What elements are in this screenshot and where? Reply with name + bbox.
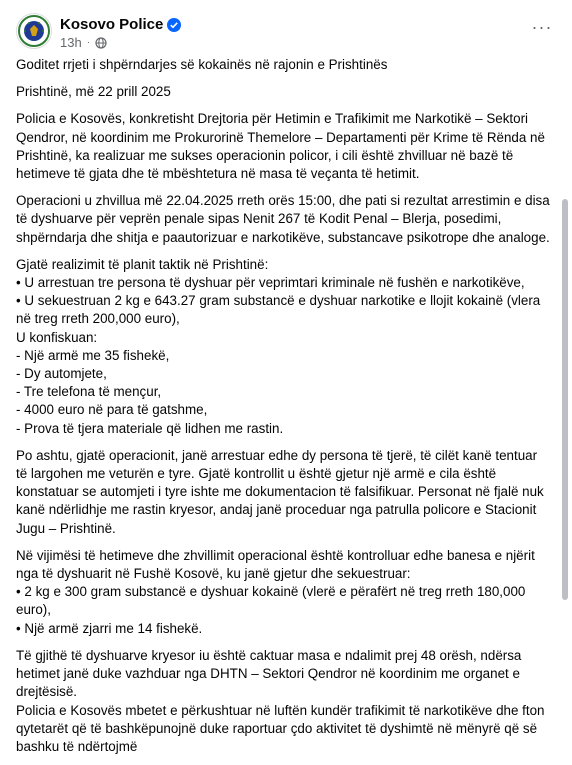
post-paragraph-2: Operacioni u zhvillua më 22.04.2025 rreth orës 15:00, dhe pati si rezultat arrestimin e disa të dyshuarve për veprën penale sipas Nenit 267 të Kodit Penal – Blerja, posedimi, shpërndarja dhe shitja e paautorizuar e narkotikëve, substancave psikotrope dhe analoge. xyxy=(16,193,554,245)
post-paragraph-5: Në vijimësi të hetimeve dhe zhvillimit operacional është kontrolluar edhe banesa e njërit nga të dyshuarit në Fushë Kosovë, ku janë gjetur dhe sekuestruar: • 2 kg e 300 gram substancë e dyshuar kokainë (vlerë e përafërt në treg rreth 180,000 euro), • Një armë zjarri me 14 fishekë. xyxy=(16,547,535,636)
globe-icon xyxy=(95,37,107,49)
author-row xyxy=(60,16,181,34)
author-name[interactable]: Kosovo Police xyxy=(60,16,164,33)
post-paragraph-3: Gjatë realizimit të planit taktik në Prishtinë: • U arrestuan tre persona të dyshuar për veprimtari kriminale në fushën e narkotikëve, • U sekuestruan 2 kg e 643.27 gram substancë e dyshuar narkotike e llojit kokainë (vlera në treg rreth 200,000 euro), U konfiskuan: - Një armë me 35 fishekë, - Dy automjete, - Tre telefona të mençur, - 4000 euro në para të gatshme, - Prova të tjera materiale që lidhen me rastin. xyxy=(16,256,541,436)
separator-dot: · xyxy=(86,37,91,48)
post-meta xyxy=(60,35,107,50)
post-paragraph-4: Po ashtu, gjatë operacionit, janë arrestuar edhe dy persona të tjerë, të cilët kanë tentuar të largohen me veturën e tyre. Gjatë kontrollit u është gjetur një armë e cila është konstatuar se automjeti i tyre ishte me dokumentacion të falsifikuar. Personat në fjalë nuk kanë ndërlidhje me rastin kryesor, andaj janë proceduar nga patrulla policore e Stacionit Jugu – Prishtinë. xyxy=(16,447,548,536)
more-options-button[interactable]: ··· xyxy=(531,16,553,37)
post-header xyxy=(16,13,556,53)
scrollbar-thumb[interactable] xyxy=(562,199,568,600)
post-paragraph-6: Të gjithë të dyshuarve kryesor iu është caktuar masa e ndalimit prej 48 orësh, ndërsa hetimet janë duke vazhduar nga DHTN – Sektori Qendror në koordinim me organet e drejtësisë. Policia e Kosovës mbetet e përkushtuar në luftën kundër trafikimit të narkotikëve dhe fton qytetarët që të bashkëpunojnë duke raportuar çdo aktivitet të dyshimtë në mënyrë që së bashku të ndërtojmë xyxy=(16,647,545,754)
verified-badge-icon xyxy=(167,18,181,32)
post-time[interactable]: 13h xyxy=(60,35,82,50)
post-dateline: Prishtinë, më 22 prill 2025 xyxy=(16,84,171,100)
post-paragraph-1: Policia e Kosovës, konkretisht Drejtoria për Hetimin e Trafikimit me Narkotikë – Sektori Qendror, në koordinim me Prokurorinë Themelore – Departamenti për Krime të Rënda në Prishtinë, ka realizuar me sukses operacionin policor, i cili është zhvilluar në bazë të hetimeve të gjata dhe të mbështetura në masa të veçanta të hetimit. xyxy=(16,111,549,182)
scrollbar[interactable] xyxy=(562,0,570,600)
post-title: Goditet rrjeti i shpërndarjes së kokainës në rajonin e Prishtinës xyxy=(16,57,388,72)
post-body xyxy=(16,56,554,765)
kosovo-police-logo-avatar[interactable] xyxy=(16,13,52,49)
